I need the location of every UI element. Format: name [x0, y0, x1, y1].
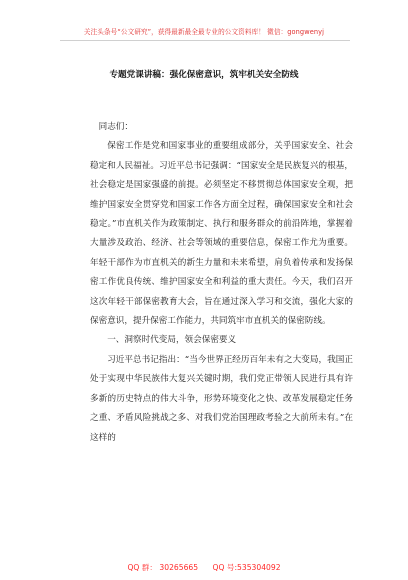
salutation: 同志们： — [98, 122, 133, 132]
body-paragraph: 保密工作是党和国家事业的重要组成部分，关乎国家安全、社会稳定和人民福祉。习近平总书记强调：“国家安全是民族复兴的根基，社会稳定是国家强盛的前提。必须坚定不移贯彻总体国家安全观，把维护国家安全贯穿党和国家工作各方面全过程，确保国家安全和社会稳定。”市直机关作为政策制定、执行和服务群众的前沿阵地，掌握着大量涉及政治、经济、社会等领域的重要信息，保密工作尤为重要。年轻干部作为市直机关的新生力量和未来希望，肩负着传承和发扬保密工作优良传统、维护国家安全和利益的重大责任。今天，我们召开这次年轻干部保密教育大会，旨在通过深入学习和交流，强化大家的保密意识，提升保密工作能力，共同筑牢市直机关的保密防线。 — [90, 141, 353, 327]
footer-contact: QQ 群： 30265665 QQ 号:535304092 — [127, 563, 281, 572]
header-promo-note: 关注头条号“公文研究”，获得最新最全最专业的公文资料库！ 微信：gongwenyj — [83, 28, 325, 36]
document-title: 专题党课讲稿：强化保密意识，筑牢机关安全防线 — [109, 70, 299, 80]
section-heading: 一、洞察时代变局，领会保密要义 — [107, 335, 237, 346]
document-body — [90, 118, 353, 448]
body-paragraph: 习近平总书记指出：“当今世界正经历百年未有之大变局，我国正处于实现中华民族伟大复兴关键时期，我们党正带领人民进行具有许多新的历史特点的伟大斗争，形势环境变化之快、改革发展稳定任务之重、矛盾风险挑战之多、对我们党治国理政考验之大前所未有。”在这样的 — [90, 354, 353, 443]
header-divider — [60, 40, 350, 41]
